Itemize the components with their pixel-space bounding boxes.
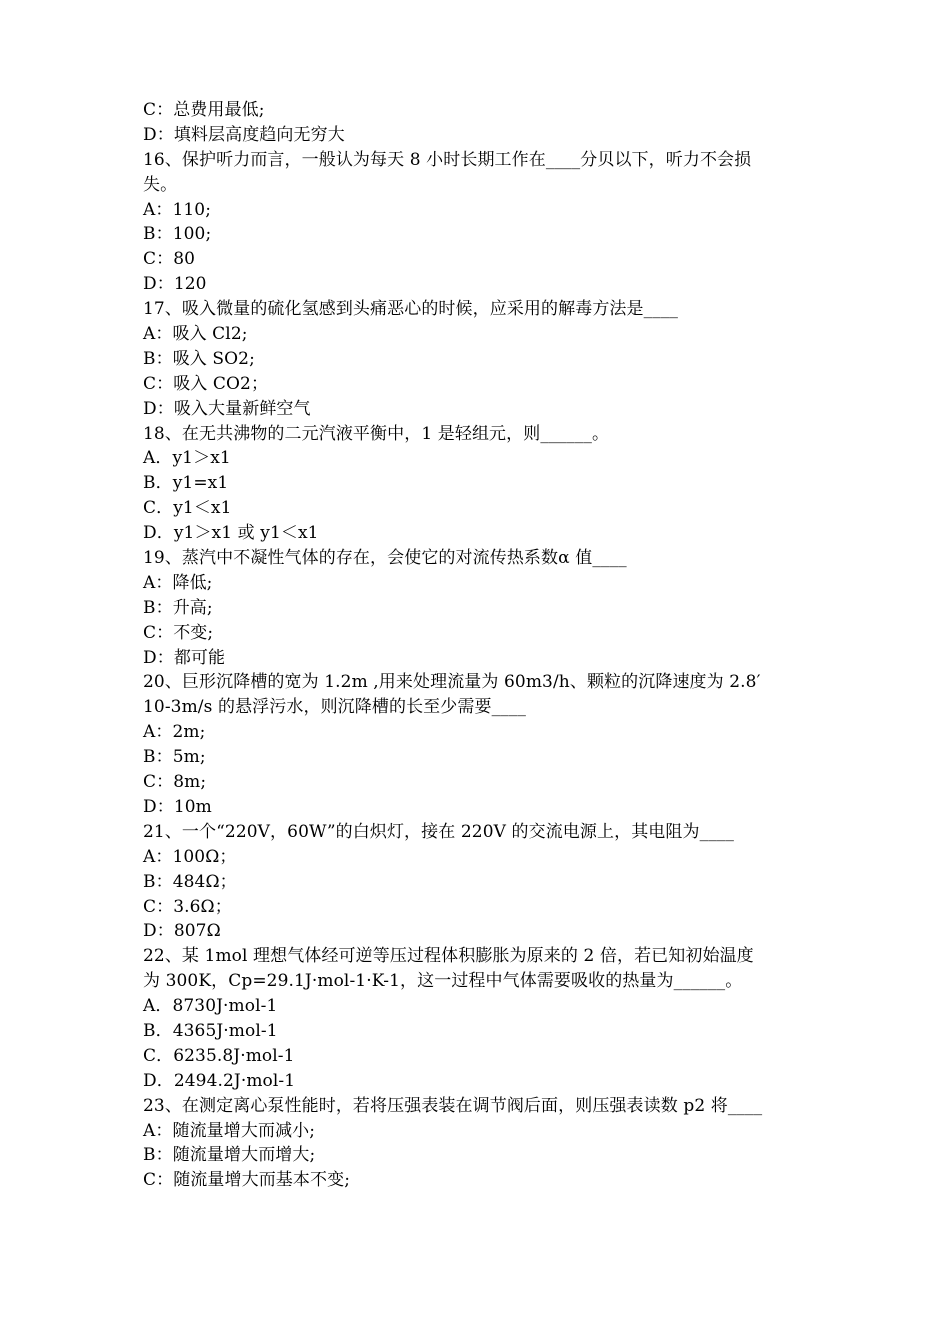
- option-line: A：随流量增大而减小;: [143, 1120, 316, 1141]
- option-line: A：吸入 Cl2;: [143, 324, 248, 345]
- option-line: D：填料层高度趋向无穷大: [143, 124, 345, 145]
- document-page: [143, 98, 813, 1193]
- question-22-continuation: 为 300K，Cp=29.1J·mol-1·K-1，这一过程中气体需要吸收的热量为______。: [143, 971, 743, 992]
- option-line: C．y1＜x1: [143, 498, 232, 519]
- option-line: B：100;: [143, 224, 212, 245]
- question-23: 23、在测定离心泵性能时，若将压强表装在调节阀后面，则压强表读数 p2 将____: [143, 1095, 763, 1116]
- question-17: 17、吸入微量的硫化氢感到头痛恶心的时候，应采用的解毒方法是____: [143, 299, 679, 320]
- option-line: B．y1=x1: [143, 473, 229, 494]
- option-line: B：随流量增大而增大;: [143, 1145, 316, 1166]
- option-line: C：80: [143, 249, 196, 270]
- option-line: C：随流量增大而基本不变;: [143, 1170, 351, 1191]
- option-line: A：降低;: [143, 572, 213, 593]
- option-line: B：升高;: [143, 597, 213, 618]
- option-line: C：吸入 CO2；: [143, 373, 269, 394]
- option-line: C：8m;: [143, 772, 207, 793]
- option-line: C：不变;: [143, 622, 214, 643]
- question-22: 22、某 1mol 理想气体经可逆等压过程体积膨胀为原来的 2 倍，若已知初始温度: [143, 946, 754, 967]
- option-line: C．6235.8J·mol-1: [143, 1045, 295, 1066]
- option-line: D：10m: [143, 796, 212, 817]
- question-21: 21、一个“220V，60W”的白炽灯，接在 220V 的交流电源上，其电阻为____: [143, 821, 734, 842]
- option-line: A．y1＞x1: [143, 448, 231, 469]
- question-18: 18、在无共沸物的二元汽液平衡中，1 是轻组元，则______。: [143, 423, 610, 444]
- option-line: B．4365J·mol-1: [143, 1020, 278, 1041]
- option-line: B：吸入 SO2;: [143, 348, 255, 369]
- option-line: D：120: [143, 274, 207, 295]
- option-line: D．2494.2J·mol-1: [143, 1070, 296, 1091]
- option-line: D．y1＞x1 或 y1＜x1: [143, 523, 319, 544]
- option-line: D：807Ω: [143, 921, 221, 942]
- option-line: C：总费用最低;: [143, 100, 265, 120]
- option-line: B：5m;: [143, 747, 206, 768]
- question-16-continuation: 失。: [143, 174, 178, 195]
- question-16: 16、保护听力而言，一般认为每天 8 小时长期工作在____分贝以下，听力不会损: [143, 149, 752, 170]
- option-line: A：110;: [143, 199, 212, 220]
- question-20-continuation: 10-3m/s 的悬浮污水，则沉降槽的长至少需要____: [143, 697, 526, 718]
- option-line: A：100Ω；: [143, 846, 237, 867]
- option-line: A．8730J·mol-1: [143, 996, 278, 1017]
- question-19: 19、蒸汽中不凝性气体的存在，会使它的对流传热系数α 值____: [143, 548, 627, 569]
- option-line: C：3.6Ω；: [143, 896, 232, 917]
- option-line: B：484Ω；: [143, 871, 237, 892]
- option-line: D：都可能: [143, 647, 226, 668]
- option-line: D：吸入大量新鲜空气: [143, 398, 311, 419]
- question-20: 20、巨形沉降槽的宽为 1.2m ,用来处理流量为 60m3/h、颗粒的沉降速度为 2.8′: [143, 672, 761, 693]
- option-line: A：2m;: [143, 722, 206, 743]
